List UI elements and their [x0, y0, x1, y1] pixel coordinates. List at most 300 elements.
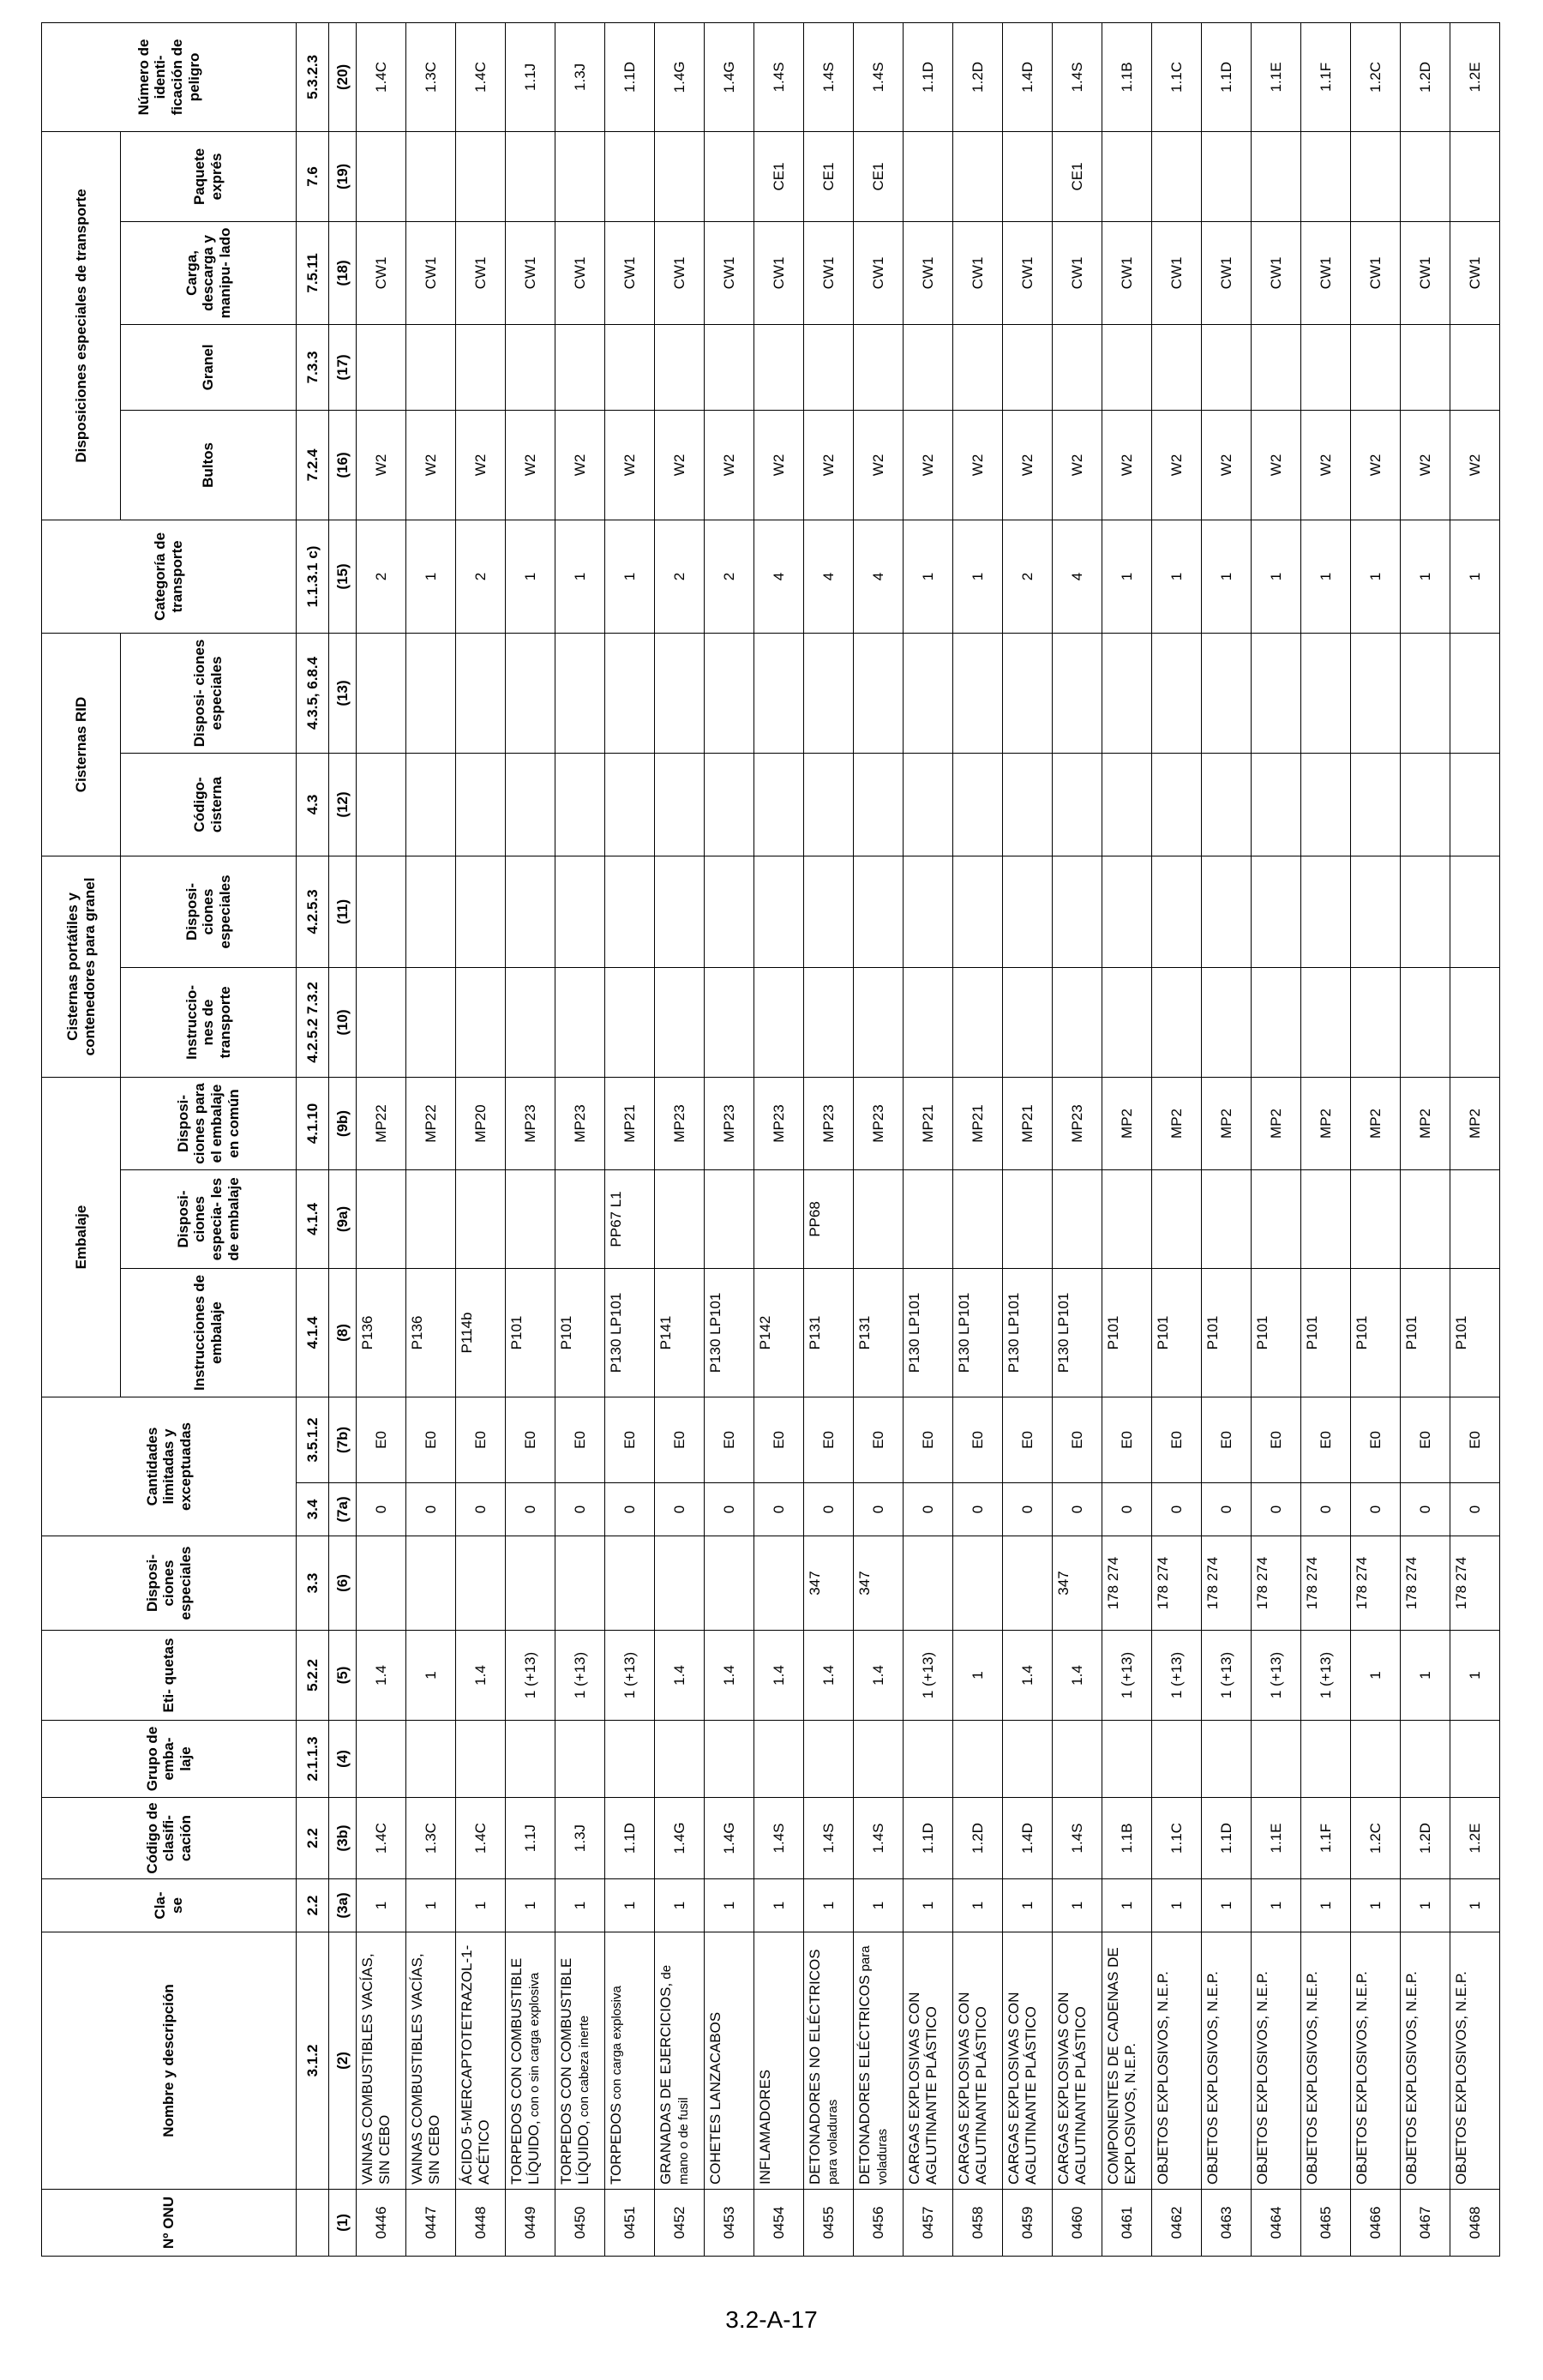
cell-peligro: 1.1D: [1202, 22, 1252, 131]
cell-cr-cod: [555, 753, 605, 856]
cell-etiq: 1 (+13): [1301, 1631, 1351, 1721]
name-text: COHETES LANZACABOS: [707, 2011, 723, 2185]
cell-codigo: 1.2D: [953, 1798, 1003, 1879]
cell-granel: [953, 324, 1003, 410]
cell-cr-cod: [456, 753, 506, 856]
name-text: VAINAS COMBUSTIBLES VACÍAS, SIN CEBO: [359, 1953, 393, 2185]
cell-instr: P130 LP101: [705, 1268, 754, 1397]
cell-instr: P136: [406, 1268, 456, 1397]
cell-peligro: 1.4C: [456, 22, 506, 131]
cell-disp: [1003, 1536, 1053, 1631]
cell-carga: CW1: [904, 221, 953, 324]
cell-disp: [605, 1536, 655, 1631]
cell-grupo: [506, 1721, 555, 1798]
header-clase: Cla- se: [42, 1879, 297, 1932]
cell-cr-disp: [456, 633, 506, 753]
column-number-cell: (6): [329, 1536, 357, 1631]
cell-paquete: [1252, 131, 1301, 221]
cell-codigo: 1.1C: [1152, 1798, 1202, 1879]
cell-granel: [1152, 324, 1202, 410]
cell-c7b: E0: [555, 1397, 605, 1482]
cell-grupo: [1152, 1721, 1202, 1798]
cell-carga: CW1: [1003, 221, 1053, 324]
cell-grupo: [953, 1721, 1003, 1798]
cell-granel: [854, 324, 904, 410]
cell-peligro: 1.4S: [1053, 22, 1102, 131]
cell-cat: 1: [953, 520, 1003, 633]
cell-cp-instr: [406, 967, 456, 1077]
cell-clase: 1: [1003, 1879, 1053, 1932]
name-text: CARGAS EXPLOSIVAS CON AGLUTINANTE PLÁSTICO: [956, 1992, 989, 2185]
cell-emb-disp: [1401, 1169, 1450, 1268]
table-row: [655, 22, 705, 2256]
column-number-cell: (17): [329, 324, 357, 410]
cell-grupo: [1003, 1721, 1053, 1798]
cell-carga: CW1: [854, 221, 904, 324]
cell-cp-disp: [904, 856, 953, 967]
cell-peligro: 1.4G: [705, 22, 754, 131]
cell-carga: CW1: [804, 221, 854, 324]
cell-cp-disp: [655, 856, 705, 967]
cell-comun: MP23: [705, 1077, 754, 1169]
cell-peligro: 1.4C: [357, 22, 406, 131]
cell-instr: P101: [1351, 1268, 1401, 1397]
reference-cell: 3.3: [297, 1536, 329, 1631]
cell-cr-cod: [1152, 753, 1202, 856]
cell-cp-disp: [1351, 856, 1401, 967]
cell-peligro: 1.4S: [804, 22, 854, 131]
cell-cp-disp: [1252, 856, 1301, 967]
column-number-cell: (3a): [329, 1879, 357, 1932]
cell-granel: [605, 324, 655, 410]
cell-granel: [754, 324, 804, 410]
cell-cat: 4: [804, 520, 854, 633]
cell-etiq: 1.4: [754, 1631, 804, 1721]
cell-c7b: E0: [655, 1397, 705, 1482]
cell-emb-disp: [456, 1169, 506, 1268]
cell-granel: [904, 324, 953, 410]
cell-etiq: 1 (+13): [506, 1631, 555, 1721]
cell-cat: 4: [1053, 520, 1102, 633]
cell-codigo: 1.1D: [904, 1798, 953, 1879]
reference-cell: 4.1.4: [297, 1169, 329, 1268]
cell-cr-cod: [953, 753, 1003, 856]
cell-clase: 1: [1252, 1879, 1301, 1932]
cell-disp: 178 274: [1252, 1536, 1301, 1631]
cell-peligro: 1.1C: [1152, 22, 1202, 131]
cell-grupo: [804, 1721, 854, 1798]
cell-clase: 1: [655, 1879, 705, 1932]
cell-paquete: [555, 131, 605, 221]
cell-bultos: W2: [705, 410, 754, 520]
cell-grupo: [705, 1721, 754, 1798]
cell-cp-instr: [506, 967, 555, 1077]
cell-carga: CW1: [456, 221, 506, 324]
cell-c7b: E0: [357, 1397, 406, 1482]
header-cantidades: Cantidades limitadas y exceptuadas: [42, 1397, 297, 1536]
cell-c7a: 0: [655, 1483, 705, 1536]
cell-name: [655, 1932, 705, 2190]
cell-grupo: [904, 1721, 953, 1798]
cell-clase: 1: [804, 1879, 854, 1932]
cell-grupo: [754, 1721, 804, 1798]
cell-name: [953, 1932, 1003, 2190]
cell-clase: 1: [1301, 1879, 1351, 1932]
table-row: [953, 22, 1003, 2256]
reference-cell: 3.1.2: [297, 1932, 329, 2190]
cell-instr: P130 LP101: [1003, 1268, 1053, 1397]
reference-cell: 4.1.10: [297, 1077, 329, 1169]
cell-clase: 1: [506, 1879, 555, 1932]
cell-c7b: E0: [953, 1397, 1003, 1482]
cell-emb-disp: [506, 1169, 555, 1268]
cell-paquete: [655, 131, 705, 221]
cell-peligro: 1.2E: [1450, 22, 1500, 131]
name-text: INFLAMADORES: [757, 2069, 773, 2185]
cell-paquete: [506, 131, 555, 221]
cell-cat: 1: [406, 520, 456, 633]
cell-clase: 1: [705, 1879, 754, 1932]
table-row: [555, 22, 605, 2256]
cell-c7a: 0: [904, 1483, 953, 1536]
cell-cr-cod: [754, 753, 804, 856]
cell-paquete: [1401, 131, 1450, 221]
cell-c7b: E0: [1152, 1397, 1202, 1482]
cell-paquete: CE1: [754, 131, 804, 221]
cell-bultos: W2: [1053, 410, 1102, 520]
cell-name: [357, 1932, 406, 2190]
cell-codigo: 1.1B: [1102, 1798, 1152, 1879]
page-number: 3.2-A-17: [725, 2306, 818, 2333]
column-number-row: [329, 22, 357, 2256]
cell-comun: MP23: [506, 1077, 555, 1169]
name-text: COMPONENTES DE CADENAS DE EXPLOSIVOS, N.E.P.: [1105, 1947, 1138, 2185]
cell-paquete: CE1: [854, 131, 904, 221]
cell-emb-disp: [1351, 1169, 1401, 1268]
cell-c7b: E0: [406, 1397, 456, 1482]
cell-un: 0456: [854, 2190, 904, 2257]
cell-peligro: 1.1E: [1252, 22, 1301, 131]
cell-cr-cod: [1252, 753, 1301, 856]
cell-clase: 1: [904, 1879, 953, 1932]
cell-codigo: 1.4S: [854, 1798, 904, 1879]
cell-comun: MP2: [1252, 1077, 1301, 1169]
cell-etiq: 1 (+13): [1102, 1631, 1152, 1721]
cell-cr-disp: [854, 633, 904, 753]
cell-clase: 1: [1053, 1879, 1102, 1932]
column-number-cell: (9a): [329, 1169, 357, 1268]
cell-instr: P142: [754, 1268, 804, 1397]
cell-cp-instr: [1152, 967, 1202, 1077]
cell-codigo: 1.4G: [655, 1798, 705, 1879]
cell-cp-instr: [1401, 967, 1450, 1077]
cell-cr-disp: [1053, 633, 1102, 753]
cell-peligro: 1.1J: [506, 22, 555, 131]
cell-disp: 178 274: [1351, 1536, 1401, 1631]
reference-row: [297, 22, 329, 2256]
reference-cell: [297, 2190, 329, 2257]
cell-clase: 1: [456, 1879, 506, 1932]
cell-c7a: 0: [1301, 1483, 1351, 1536]
cell-bultos: W2: [904, 410, 953, 520]
cell-cp-instr: [1252, 967, 1301, 1077]
cell-cr-cod: [1053, 753, 1102, 856]
cell-c7a: 0: [1053, 1483, 1102, 1536]
cell-carga: CW1: [1401, 221, 1450, 324]
cell-cp-instr: [357, 967, 406, 1077]
cell-bultos: W2: [1152, 410, 1202, 520]
cell-cp-instr: [953, 967, 1003, 1077]
cell-etiq: 1.4: [357, 1631, 406, 1721]
cell-paquete: [1102, 131, 1152, 221]
reference-cell: 4.3.5, 6.8.4: [297, 633, 329, 753]
cell-emb-disp: [1202, 1169, 1252, 1268]
cell-instr: P101: [1202, 1268, 1252, 1397]
cell-c7b: E0: [1450, 1397, 1500, 1482]
name-text: GRANADAS DE EJERCICIOS,: [657, 1982, 674, 2185]
cell-name: [1003, 1932, 1053, 2190]
cell-granel: [406, 324, 456, 410]
name-description: con cabeza inerte: [576, 2015, 591, 2121]
cell-instr: P136: [357, 1268, 406, 1397]
name-text: TORPEDOS CON COMBUSTIBLE LÍQUIDO,: [508, 1957, 542, 2185]
table-row: [854, 22, 904, 2256]
table-row: [1152, 22, 1202, 2256]
table-row: [754, 22, 804, 2256]
cell-name: [1450, 1932, 1500, 2190]
cell-granel: [1401, 324, 1450, 410]
cell-codigo: 1.4S: [1053, 1798, 1102, 1879]
cell-clase: 1: [1202, 1879, 1252, 1932]
cell-peligro: 1.3C: [406, 22, 456, 131]
cell-granel: [705, 324, 754, 410]
cell-etiq: 1 (+13): [605, 1631, 655, 1721]
reference-cell: 7.3.3: [297, 324, 329, 410]
name-text: CARGAS EXPLOSIVAS CON AGLUTINANTE PLÁSTICO: [1055, 1992, 1089, 2185]
header-cr-disp: Disposi- ciones especiales: [121, 633, 297, 753]
cell-cr-cod: [804, 753, 854, 856]
name-text: VAINAS COMBUSTIBLES VACÍAS, SIN CEBO: [409, 1953, 442, 2185]
header-codigo: Código de clasifi- cación: [42, 1798, 297, 1879]
cell-cr-disp: [1152, 633, 1202, 753]
cell-name: [1053, 1932, 1102, 2190]
cell-cp-instr: [555, 967, 605, 1077]
cell-cp-disp: [1202, 856, 1252, 967]
reference-cell: 4.2.5.3: [297, 856, 329, 967]
cell-etiq: 1 (+13): [1252, 1631, 1301, 1721]
cell-cp-disp: [754, 856, 804, 967]
cell-carga: CW1: [357, 221, 406, 324]
cell-cp-disp: [1102, 856, 1152, 967]
cell-bultos: W2: [953, 410, 1003, 520]
name-text: CARGAS EXPLOSIVAS CON AGLUTINANTE PLÁSTICO: [1006, 1992, 1039, 2185]
column-number-cell: (18): [329, 221, 357, 324]
cell-cp-instr: [605, 967, 655, 1077]
cell-disp: 178 274: [1152, 1536, 1202, 1631]
name-text: OBJETOS EXPLOSIVOS, N.E.P.: [1354, 1971, 1370, 2185]
cell-cr-disp: [1003, 633, 1053, 753]
cell-clase: 1: [555, 1879, 605, 1932]
header-emb-instr: Instrucciones de embalaje: [121, 1268, 297, 1397]
cell-cp-instr: [1003, 967, 1053, 1077]
cell-emb-disp: [406, 1169, 456, 1268]
header-categoria: Categoría de transporte: [42, 520, 297, 633]
cell-carga: CW1: [555, 221, 605, 324]
column-number-cell: (20): [329, 22, 357, 131]
cell-clase: 1: [1351, 1879, 1401, 1932]
cell-codigo: 1.4C: [357, 1798, 406, 1879]
cell-un: 0450: [555, 2190, 605, 2257]
cell-c7b: E0: [1351, 1397, 1401, 1482]
cell-disp: [953, 1536, 1003, 1631]
cell-cp-instr: [904, 967, 953, 1077]
cell-granel: [1202, 324, 1252, 410]
cell-instr: P101: [1252, 1268, 1301, 1397]
cell-cr-cod: [1401, 753, 1450, 856]
cell-name: [1401, 1932, 1450, 2190]
cell-instr: P101: [1301, 1268, 1351, 1397]
reference-cell: 1.1.3.1 c): [297, 520, 329, 633]
cell-bultos: W2: [406, 410, 456, 520]
cell-etiq: 1: [1351, 1631, 1401, 1721]
cell-disp: [406, 1536, 456, 1631]
cell-name: [506, 1932, 555, 2190]
cell-cp-instr: [1202, 967, 1252, 1077]
cell-paquete: [1202, 131, 1252, 221]
cell-cp-instr: [1301, 967, 1351, 1077]
cell-grupo: [456, 1721, 506, 1798]
cell-c7b: E0: [605, 1397, 655, 1482]
cell-emb-disp: [1053, 1169, 1102, 1268]
reference-cell: 5.2.2: [297, 1631, 329, 1721]
cell-codigo: 1.1E: [1252, 1798, 1301, 1879]
cell-carga: CW1: [754, 221, 804, 324]
cell-un: 0447: [406, 2190, 456, 2257]
column-number-cell: (5): [329, 1631, 357, 1721]
cell-un: 0467: [1401, 2190, 1450, 2257]
name-text: OBJETOS EXPLOSIVOS, N.E.P.: [1155, 1971, 1171, 2185]
cell-cr-disp: [605, 633, 655, 753]
cell-cat: 2: [655, 520, 705, 633]
header-emb-comun: Disposi- ciones para el embalaje en común: [121, 1077, 297, 1169]
cell-comun: MP23: [1053, 1077, 1102, 1169]
cell-cr-disp: [1252, 633, 1301, 753]
header-cp-instr: Instruccio- nes de transporte: [121, 967, 297, 1077]
rotated-table-container: [41, 23, 1483, 2257]
reference-cell: 5.3.2.3: [297, 22, 329, 131]
cell-cp-instr: [1053, 967, 1102, 1077]
cell-carga: CW1: [1252, 221, 1301, 324]
cell-c7a: 0: [1102, 1483, 1152, 1536]
column-number-cell: (1): [329, 2190, 357, 2257]
cell-cr-disp: [655, 633, 705, 753]
cell-emb-disp: [754, 1169, 804, 1268]
cell-peligro: 1.2C: [1351, 22, 1401, 131]
cell-granel: [555, 324, 605, 410]
cell-emb-disp: [854, 1169, 904, 1268]
reference-cell: 4.1.4: [297, 1268, 329, 1397]
cell-c7b: E0: [705, 1397, 754, 1482]
column-number-cell: (2): [329, 1932, 357, 2190]
cell-cat: 1: [506, 520, 555, 633]
cell-clase: 1: [754, 1879, 804, 1932]
table-row: [804, 22, 854, 2256]
cell-bultos: W2: [1252, 410, 1301, 520]
reference-cell: 4.3: [297, 753, 329, 856]
cell-cr-cod: [605, 753, 655, 856]
cell-peligro: 1.2D: [1401, 22, 1450, 131]
cell-bultos: W2: [555, 410, 605, 520]
cell-comun: MP2: [1351, 1077, 1401, 1169]
cell-bultos: W2: [456, 410, 506, 520]
cell-grupo: [357, 1721, 406, 1798]
cell-bultos: W2: [1351, 410, 1401, 520]
cell-name: [406, 1932, 456, 2190]
cell-granel: [1053, 324, 1102, 410]
cell-c7a: 0: [506, 1483, 555, 1536]
cell-clase: 1: [1401, 1879, 1450, 1932]
cell-un: 0454: [754, 2190, 804, 2257]
cell-cat: 4: [854, 520, 904, 633]
cell-peligro: 1.4D: [1003, 22, 1053, 131]
column-number-cell: (16): [329, 410, 357, 520]
cell-comun: MP23: [555, 1077, 605, 1169]
cell-c7a: 0: [456, 1483, 506, 1536]
cell-emb-disp: [1102, 1169, 1152, 1268]
reference-cell: 3.5.1.2: [297, 1397, 329, 1482]
cell-c7a: 0: [953, 1483, 1003, 1536]
name-text: TORPEDOS CON COMBUSTIBLE LÍQUIDO,: [558, 1957, 591, 2185]
cell-granel: [804, 324, 854, 410]
cell-c7b: E0: [854, 1397, 904, 1482]
cell-granel: [1102, 324, 1152, 410]
cell-cp-disp: [953, 856, 1003, 967]
header-cisternas-rid: Cisternas RID: [42, 633, 121, 856]
cell-codigo: 1.3C: [406, 1798, 456, 1879]
cell-etiq: 1.4: [655, 1631, 705, 1721]
column-number-cell: (11): [329, 856, 357, 967]
cell-instr: P101: [1102, 1268, 1152, 1397]
cell-name: [1351, 1932, 1401, 2190]
name-text: OBJETOS EXPLOSIVOS, N.E.P.: [1453, 1971, 1469, 2185]
cell-name: [804, 1932, 854, 2190]
cell-c7b: E0: [904, 1397, 953, 1482]
cell-peligro: 1.4S: [854, 22, 904, 131]
cell-c7b: E0: [1401, 1397, 1450, 1482]
cell-un: 0449: [506, 2190, 555, 2257]
cell-grupo: [655, 1721, 705, 1798]
cell-un: 0463: [1202, 2190, 1252, 2257]
table-row: [506, 22, 555, 2256]
name-description: con o sin carga explosiva: [526, 1972, 542, 2121]
cell-un: 0453: [705, 2190, 754, 2257]
cell-cat: 1: [1152, 520, 1202, 633]
cell-cp-disp: [357, 856, 406, 967]
cell-comun: MP2: [1102, 1077, 1152, 1169]
cell-cp-disp: [555, 856, 605, 967]
cell-codigo: 1.4D: [1003, 1798, 1053, 1879]
cell-instr: P101: [1401, 1268, 1450, 1397]
cell-cat: 1: [1351, 520, 1401, 633]
cell-cp-instr: [1351, 967, 1401, 1077]
cell-emb-disp: [1152, 1169, 1202, 1268]
dangerous-goods-table: [41, 22, 1500, 2257]
cell-etiq: 1.4: [456, 1631, 506, 1721]
cell-carga: CW1: [605, 221, 655, 324]
cell-paquete: [953, 131, 1003, 221]
column-number-cell: (19): [329, 131, 357, 221]
cell-disp: 347: [1053, 1536, 1102, 1631]
